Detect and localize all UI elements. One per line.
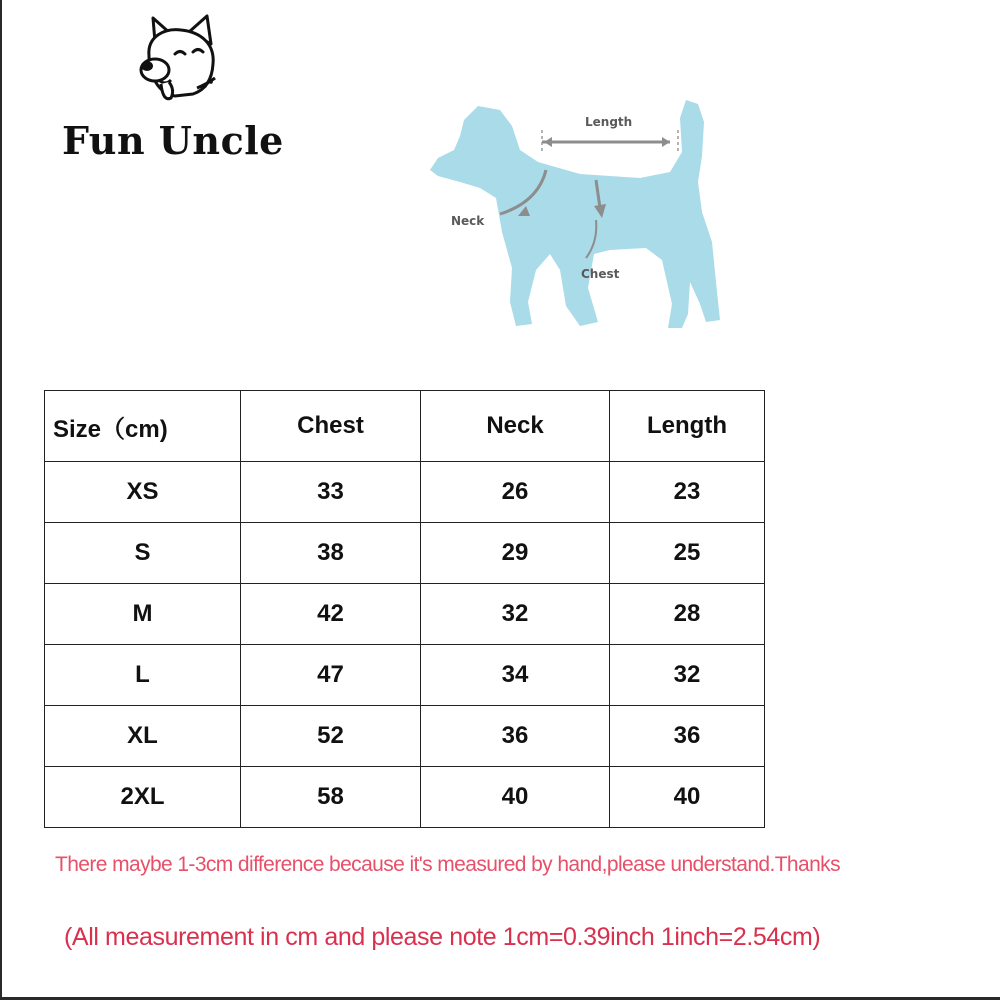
cell-neck: 36 [421,706,610,767]
cell-neck: 32 [421,584,610,645]
table-row [45,706,765,767]
table-row [45,767,765,828]
cell-neck: 29 [421,523,610,584]
cell-chest: 47 [241,645,421,706]
cell-length: 36 [610,706,765,767]
cell-chest: 58 [241,767,421,828]
cartoon-dog-icon [135,14,225,109]
cell-size: S [45,523,241,584]
measurement-difference-note: There maybe 1-3cm difference because it's measured by hand,please understand.Thanks [55,853,840,876]
size-chart-table [44,390,765,828]
brand-name: Fun Uncle [62,118,284,163]
header-length: Length [610,391,765,462]
cell-length: 32 [610,645,765,706]
cell-neck: 34 [421,645,610,706]
cell-length: 23 [610,462,765,523]
table-header-row [45,391,765,462]
cell-neck: 26 [421,462,610,523]
cell-chest: 52 [241,706,421,767]
neck-label: Neck [451,214,485,228]
cell-chest: 33 [241,462,421,523]
cell-length: 28 [610,584,765,645]
header-chest: Chest [241,391,421,462]
cell-chest: 42 [241,584,421,645]
cell-length: 40 [610,767,765,828]
header-neck: Neck [421,391,610,462]
cell-neck: 40 [421,767,610,828]
cell-size: 2XL [45,767,241,828]
chest-label: Chest [581,267,620,281]
length-label: Length [585,115,633,129]
cell-size: XL [45,706,241,767]
cell-size: L [45,645,241,706]
header-size: Size（cm) [45,391,241,462]
cell-length: 25 [610,523,765,584]
table-row [45,462,765,523]
table-row [45,584,765,645]
cell-size: M [45,584,241,645]
cell-size: XS [45,462,241,523]
table-row [45,645,765,706]
table-row [45,523,765,584]
cell-chest: 38 [241,523,421,584]
unit-conversion-note: (All measurement in cm and please note 1cm=0.39inch 1inch=2.54cm) [64,923,821,951]
